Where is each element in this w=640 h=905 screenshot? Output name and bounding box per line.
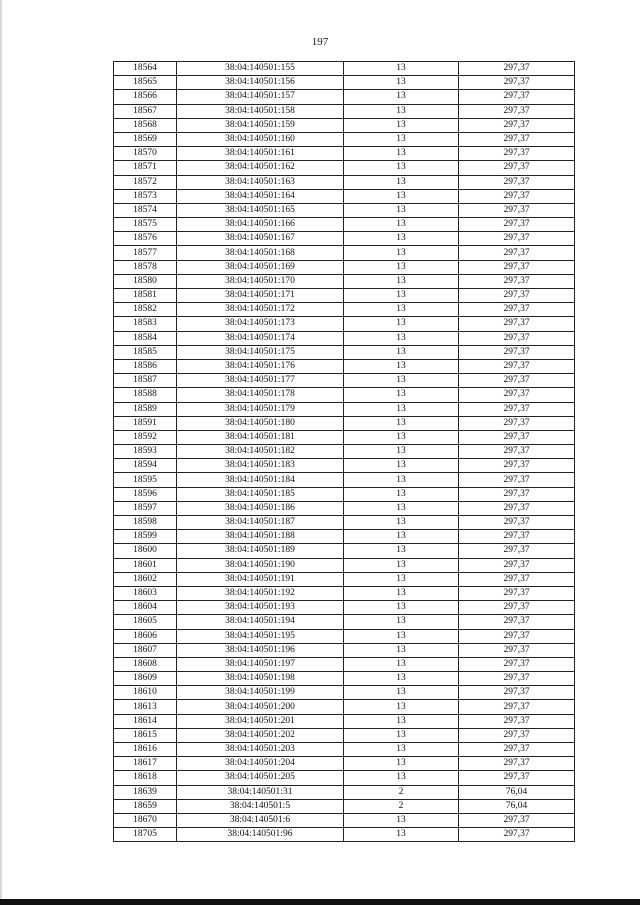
count-cell: 13 bbox=[344, 374, 459, 388]
area-cell: 297,37 bbox=[459, 331, 575, 345]
area-cell: 297,37 bbox=[459, 147, 575, 161]
count-cell: 13 bbox=[344, 728, 459, 742]
table-row bbox=[114, 799, 575, 813]
cadastral-number-cell: 38:04:140501:196 bbox=[177, 643, 344, 657]
area-cell: 76,04 bbox=[459, 799, 575, 813]
cadastral-number-cell: 38:04:140501:189 bbox=[177, 544, 344, 558]
count-cell: 13 bbox=[344, 246, 459, 260]
table-row bbox=[114, 601, 575, 615]
record-id-cell: 18571 bbox=[114, 161, 177, 175]
cadastral-number-cell: 38:04:140501:158 bbox=[177, 104, 344, 118]
cadastral-number-cell: 38:04:140501:156 bbox=[177, 76, 344, 90]
table-row bbox=[114, 118, 575, 132]
count-cell: 13 bbox=[344, 402, 459, 416]
record-id-cell: 18581 bbox=[114, 289, 177, 303]
area-cell: 297,37 bbox=[459, 402, 575, 416]
record-id-cell: 18570 bbox=[114, 147, 177, 161]
table-row bbox=[114, 104, 575, 118]
cadastral-number-cell: 38:04:140501:194 bbox=[177, 615, 344, 629]
area-cell: 297,37 bbox=[459, 586, 575, 600]
table-row bbox=[114, 785, 575, 799]
record-id-cell: 18617 bbox=[114, 757, 177, 771]
cadastral-number-cell: 38:04:140501:193 bbox=[177, 601, 344, 615]
table-row bbox=[114, 672, 575, 686]
table-row bbox=[114, 530, 575, 544]
count-cell: 13 bbox=[344, 700, 459, 714]
count-cell: 13 bbox=[344, 289, 459, 303]
count-cell: 13 bbox=[344, 615, 459, 629]
count-cell: 13 bbox=[344, 757, 459, 771]
cadastral-number-cell: 38:04:140501:203 bbox=[177, 743, 344, 757]
record-id-cell: 18578 bbox=[114, 260, 177, 274]
record-id-cell: 18670 bbox=[114, 813, 177, 827]
count-cell: 13 bbox=[344, 260, 459, 274]
area-cell: 297,37 bbox=[459, 657, 575, 671]
table-row bbox=[114, 331, 575, 345]
table-row bbox=[114, 232, 575, 246]
record-id-cell: 18613 bbox=[114, 700, 177, 714]
count-cell: 13 bbox=[344, 487, 459, 501]
record-id-cell: 18583 bbox=[114, 317, 177, 331]
record-id-cell: 18589 bbox=[114, 402, 177, 416]
record-id-cell: 18602 bbox=[114, 572, 177, 586]
area-cell: 297,37 bbox=[459, 161, 575, 175]
cadastral-number-cell: 38:04:140501:165 bbox=[177, 203, 344, 217]
cadastral-number-cell: 38:04:140501:168 bbox=[177, 246, 344, 260]
area-cell: 297,37 bbox=[459, 374, 575, 388]
table-row bbox=[114, 586, 575, 600]
cadastral-number-cell: 38:04:140501:183 bbox=[177, 459, 344, 473]
area-cell: 76,04 bbox=[459, 785, 575, 799]
record-id-cell: 18608 bbox=[114, 657, 177, 671]
table-row bbox=[114, 615, 575, 629]
cadastral-number-cell: 38:04:140501:191 bbox=[177, 572, 344, 586]
area-cell: 297,37 bbox=[459, 757, 575, 771]
count-cell: 13 bbox=[344, 558, 459, 572]
cadastral-number-cell: 38:04:140501:205 bbox=[177, 771, 344, 785]
area-cell: 297,37 bbox=[459, 672, 575, 686]
area-cell: 297,37 bbox=[459, 90, 575, 104]
count-cell: 13 bbox=[344, 459, 459, 473]
table-row bbox=[114, 76, 575, 90]
record-id-cell: 18573 bbox=[114, 189, 177, 203]
record-id-cell: 18605 bbox=[114, 615, 177, 629]
record-id-cell: 18596 bbox=[114, 487, 177, 501]
record-id-cell: 18572 bbox=[114, 175, 177, 189]
count-cell: 13 bbox=[344, 147, 459, 161]
count-cell: 13 bbox=[344, 345, 459, 359]
area-cell: 297,37 bbox=[459, 544, 575, 558]
cadastral-number-cell: 38:04:140501:179 bbox=[177, 402, 344, 416]
area-cell: 297,37 bbox=[459, 643, 575, 657]
record-id-cell: 18582 bbox=[114, 303, 177, 317]
area-cell: 297,37 bbox=[459, 232, 575, 246]
record-id-cell: 18598 bbox=[114, 516, 177, 530]
record-id-cell: 18588 bbox=[114, 388, 177, 402]
table-row bbox=[114, 430, 575, 444]
record-id-cell: 18604 bbox=[114, 601, 177, 615]
record-id-cell: 18601 bbox=[114, 558, 177, 572]
scan-bottom-edge bbox=[0, 899, 640, 905]
record-id-cell: 18618 bbox=[114, 771, 177, 785]
cadastral-number-cell: 38:04:140501:197 bbox=[177, 657, 344, 671]
count-cell: 13 bbox=[344, 813, 459, 827]
area-cell: 297,37 bbox=[459, 516, 575, 530]
record-id-cell: 18564 bbox=[114, 62, 177, 76]
cadastral-number-cell: 38:04:140501:200 bbox=[177, 700, 344, 714]
area-cell: 297,37 bbox=[459, 76, 575, 90]
count-cell: 13 bbox=[344, 686, 459, 700]
cadastral-number-cell: 38:04:140501:176 bbox=[177, 359, 344, 373]
table-row bbox=[114, 274, 575, 288]
table-row bbox=[114, 132, 575, 146]
count-cell: 13 bbox=[344, 828, 459, 842]
record-id-cell: 18591 bbox=[114, 416, 177, 430]
table-row bbox=[114, 728, 575, 742]
cadastral-number-cell: 38:04:140501:157 bbox=[177, 90, 344, 104]
area-cell: 297,37 bbox=[459, 203, 575, 217]
area-cell: 297,37 bbox=[459, 416, 575, 430]
record-id-cell: 18614 bbox=[114, 714, 177, 728]
area-cell: 297,37 bbox=[459, 530, 575, 544]
table-row bbox=[114, 714, 575, 728]
table-row bbox=[114, 757, 575, 771]
cadastral-number-cell: 38:04:140501:171 bbox=[177, 289, 344, 303]
area-cell: 297,37 bbox=[459, 473, 575, 487]
record-id-cell: 18585 bbox=[114, 345, 177, 359]
count-cell: 13 bbox=[344, 189, 459, 203]
area-cell: 297,37 bbox=[459, 62, 575, 76]
cadastral-number-cell: 38:04:140501:177 bbox=[177, 374, 344, 388]
cadastral-number-cell: 38:04:140501:170 bbox=[177, 274, 344, 288]
record-id-cell: 18600 bbox=[114, 544, 177, 558]
table-row bbox=[114, 416, 575, 430]
table-row bbox=[114, 147, 575, 161]
record-id-cell: 18606 bbox=[114, 629, 177, 643]
cadastral-number-cell: 38:04:140501:181 bbox=[177, 430, 344, 444]
count-cell: 13 bbox=[344, 118, 459, 132]
cadastral-number-cell: 38:04:140501:169 bbox=[177, 260, 344, 274]
cadastral-number-cell: 38:04:140501:180 bbox=[177, 416, 344, 430]
table-row bbox=[114, 558, 575, 572]
record-id-cell: 18566 bbox=[114, 90, 177, 104]
table-row bbox=[114, 402, 575, 416]
cadastral-number-cell: 38:04:140501:201 bbox=[177, 714, 344, 728]
count-cell: 13 bbox=[344, 714, 459, 728]
cadastral-number-cell: 38:04:140501:186 bbox=[177, 501, 344, 515]
count-cell: 13 bbox=[344, 771, 459, 785]
record-id-cell: 18610 bbox=[114, 686, 177, 700]
record-id-cell: 18592 bbox=[114, 430, 177, 444]
count-cell: 13 bbox=[344, 672, 459, 686]
count-cell: 13 bbox=[344, 274, 459, 288]
count-cell: 13 bbox=[344, 643, 459, 657]
table-row bbox=[114, 175, 575, 189]
count-cell: 13 bbox=[344, 601, 459, 615]
cadastral-number-cell: 38:04:140501:6 bbox=[177, 813, 344, 827]
cadastral-number-cell: 38:04:140501:199 bbox=[177, 686, 344, 700]
table-row bbox=[114, 516, 575, 530]
record-id-cell: 18577 bbox=[114, 246, 177, 260]
table-row bbox=[114, 657, 575, 671]
cadastral-number-cell: 38:04:140501:198 bbox=[177, 672, 344, 686]
area-cell: 297,37 bbox=[459, 104, 575, 118]
table-row bbox=[114, 700, 575, 714]
cadastral-number-cell: 38:04:140501:202 bbox=[177, 728, 344, 742]
cadastral-number-cell: 38:04:140501:96 bbox=[177, 828, 344, 842]
count-cell: 13 bbox=[344, 203, 459, 217]
cadastral-number-cell: 38:04:140501:188 bbox=[177, 530, 344, 544]
cadastral-number-cell: 38:04:140501:182 bbox=[177, 445, 344, 459]
table-row bbox=[114, 90, 575, 104]
count-cell: 13 bbox=[344, 232, 459, 246]
area-cell: 297,37 bbox=[459, 629, 575, 643]
cadastral-number-cell: 38:04:140501:174 bbox=[177, 331, 344, 345]
area-cell: 297,37 bbox=[459, 175, 575, 189]
area-cell: 297,37 bbox=[459, 132, 575, 146]
table-row bbox=[114, 218, 575, 232]
area-cell: 297,37 bbox=[459, 303, 575, 317]
cadastral-number-cell: 38:04:140501:175 bbox=[177, 345, 344, 359]
table-row bbox=[114, 388, 575, 402]
record-id-cell: 18597 bbox=[114, 501, 177, 515]
cadastral-number-cell: 38:04:140501:184 bbox=[177, 473, 344, 487]
table-row bbox=[114, 260, 575, 274]
cadastral-number-cell: 38:04:140501:195 bbox=[177, 629, 344, 643]
record-id-cell: 18586 bbox=[114, 359, 177, 373]
table-row bbox=[114, 743, 575, 757]
record-id-cell: 18705 bbox=[114, 828, 177, 842]
area-cell: 297,37 bbox=[459, 487, 575, 501]
area-cell: 297,37 bbox=[459, 601, 575, 615]
count-cell: 13 bbox=[344, 303, 459, 317]
area-cell: 297,37 bbox=[459, 558, 575, 572]
area-cell: 297,37 bbox=[459, 828, 575, 842]
cadastral-number-cell: 38:04:140501:172 bbox=[177, 303, 344, 317]
table-row bbox=[114, 317, 575, 331]
count-cell: 13 bbox=[344, 501, 459, 515]
cadastral-number-cell: 38:04:140501:166 bbox=[177, 218, 344, 232]
table-row bbox=[114, 359, 575, 373]
record-id-cell: 18567 bbox=[114, 104, 177, 118]
table-row bbox=[114, 459, 575, 473]
area-cell: 297,37 bbox=[459, 246, 575, 260]
area-cell: 297,37 bbox=[459, 572, 575, 586]
count-cell: 13 bbox=[344, 388, 459, 402]
table-row bbox=[114, 289, 575, 303]
table-row bbox=[114, 501, 575, 515]
table-row bbox=[114, 572, 575, 586]
cadastral-number-cell: 38:04:140501:155 bbox=[177, 62, 344, 76]
area-cell: 297,37 bbox=[459, 359, 575, 373]
area-cell: 297,37 bbox=[459, 615, 575, 629]
count-cell: 13 bbox=[344, 317, 459, 331]
area-cell: 297,37 bbox=[459, 700, 575, 714]
area-cell: 297,37 bbox=[459, 218, 575, 232]
record-id-cell: 18639 bbox=[114, 785, 177, 799]
table-row bbox=[114, 345, 575, 359]
records-table-body bbox=[114, 62, 575, 842]
record-id-cell: 18587 bbox=[114, 374, 177, 388]
cadastral-number-cell: 38:04:140501:173 bbox=[177, 317, 344, 331]
table-row bbox=[114, 203, 575, 217]
count-cell: 13 bbox=[344, 331, 459, 345]
count-cell: 13 bbox=[344, 530, 459, 544]
record-id-cell: 18574 bbox=[114, 203, 177, 217]
count-cell: 13 bbox=[344, 743, 459, 757]
count-cell: 13 bbox=[344, 359, 459, 373]
area-cell: 297,37 bbox=[459, 501, 575, 515]
cadastral-number-cell: 38:04:140501:163 bbox=[177, 175, 344, 189]
table-row bbox=[114, 487, 575, 501]
count-cell: 13 bbox=[344, 586, 459, 600]
area-cell: 297,37 bbox=[459, 289, 575, 303]
scan-fold-shadow bbox=[0, 0, 2, 905]
record-id-cell: 18593 bbox=[114, 445, 177, 459]
area-cell: 297,37 bbox=[459, 260, 575, 274]
area-cell: 297,37 bbox=[459, 743, 575, 757]
record-id-cell: 18595 bbox=[114, 473, 177, 487]
table-row bbox=[114, 62, 575, 76]
record-id-cell: 18607 bbox=[114, 643, 177, 657]
cadastral-number-cell: 38:04:140501:192 bbox=[177, 586, 344, 600]
area-cell: 297,37 bbox=[459, 118, 575, 132]
count-cell: 13 bbox=[344, 218, 459, 232]
area-cell: 297,37 bbox=[459, 274, 575, 288]
table-row bbox=[114, 544, 575, 558]
record-id-cell: 18568 bbox=[114, 118, 177, 132]
table-row bbox=[114, 629, 575, 643]
table-row bbox=[114, 771, 575, 785]
cadastral-number-cell: 38:04:140501:161 bbox=[177, 147, 344, 161]
area-cell: 297,37 bbox=[459, 686, 575, 700]
record-id-cell: 18576 bbox=[114, 232, 177, 246]
cadastral-number-cell: 38:04:140501:190 bbox=[177, 558, 344, 572]
count-cell: 13 bbox=[344, 629, 459, 643]
table-row bbox=[114, 445, 575, 459]
count-cell: 2 bbox=[344, 799, 459, 813]
record-id-cell: 18594 bbox=[114, 459, 177, 473]
cadastral-number-cell: 38:04:140501:159 bbox=[177, 118, 344, 132]
area-cell: 297,37 bbox=[459, 388, 575, 402]
records-table bbox=[113, 61, 575, 842]
record-id-cell: 18584 bbox=[114, 331, 177, 345]
area-cell: 297,37 bbox=[459, 813, 575, 827]
record-id-cell: 18609 bbox=[114, 672, 177, 686]
cadastral-number-cell: 38:04:140501:160 bbox=[177, 132, 344, 146]
cadastral-number-cell: 38:04:140501:204 bbox=[177, 757, 344, 771]
table-row bbox=[114, 828, 575, 842]
record-id-cell: 18659 bbox=[114, 799, 177, 813]
count-cell: 2 bbox=[344, 785, 459, 799]
record-id-cell: 18569 bbox=[114, 132, 177, 146]
table-row bbox=[114, 374, 575, 388]
cadastral-number-cell: 38:04:140501:167 bbox=[177, 232, 344, 246]
cadastral-number-cell: 38:04:140501:31 bbox=[177, 785, 344, 799]
count-cell: 13 bbox=[344, 161, 459, 175]
table-row bbox=[114, 473, 575, 487]
cadastral-number-cell: 38:04:140501:162 bbox=[177, 161, 344, 175]
record-id-cell: 18603 bbox=[114, 586, 177, 600]
table-row bbox=[114, 189, 575, 203]
count-cell: 13 bbox=[344, 76, 459, 90]
count-cell: 13 bbox=[344, 132, 459, 146]
record-id-cell: 18580 bbox=[114, 274, 177, 288]
table-row bbox=[114, 246, 575, 260]
count-cell: 13 bbox=[344, 90, 459, 104]
table-row bbox=[114, 686, 575, 700]
count-cell: 13 bbox=[344, 516, 459, 530]
table-row bbox=[114, 813, 575, 827]
cadastral-number-cell: 38:04:140501:164 bbox=[177, 189, 344, 203]
count-cell: 13 bbox=[344, 544, 459, 558]
record-id-cell: 18575 bbox=[114, 218, 177, 232]
area-cell: 297,37 bbox=[459, 771, 575, 785]
record-id-cell: 18565 bbox=[114, 76, 177, 90]
table-row bbox=[114, 303, 575, 317]
area-cell: 297,37 bbox=[459, 714, 575, 728]
area-cell: 297,37 bbox=[459, 445, 575, 459]
area-cell: 297,37 bbox=[459, 728, 575, 742]
cadastral-number-cell: 38:04:140501:5 bbox=[177, 799, 344, 813]
cadastral-number-cell: 38:04:140501:185 bbox=[177, 487, 344, 501]
count-cell: 13 bbox=[344, 572, 459, 586]
count-cell: 13 bbox=[344, 445, 459, 459]
area-cell: 297,37 bbox=[459, 459, 575, 473]
area-cell: 297,37 bbox=[459, 345, 575, 359]
count-cell: 13 bbox=[344, 416, 459, 430]
table-row bbox=[114, 643, 575, 657]
count-cell: 13 bbox=[344, 175, 459, 189]
table-row bbox=[114, 161, 575, 175]
count-cell: 13 bbox=[344, 62, 459, 76]
area-cell: 297,37 bbox=[459, 189, 575, 203]
area-cell: 297,37 bbox=[459, 430, 575, 444]
page-number: 197 bbox=[311, 36, 329, 48]
area-cell: 297,37 bbox=[459, 317, 575, 331]
record-id-cell: 18615 bbox=[114, 728, 177, 742]
cadastral-number-cell: 38:04:140501:178 bbox=[177, 388, 344, 402]
cadastral-number-cell: 38:04:140501:187 bbox=[177, 516, 344, 530]
record-id-cell: 18599 bbox=[114, 530, 177, 544]
count-cell: 13 bbox=[344, 430, 459, 444]
record-id-cell: 18616 bbox=[114, 743, 177, 757]
count-cell: 13 bbox=[344, 473, 459, 487]
count-cell: 13 bbox=[344, 104, 459, 118]
count-cell: 13 bbox=[344, 657, 459, 671]
